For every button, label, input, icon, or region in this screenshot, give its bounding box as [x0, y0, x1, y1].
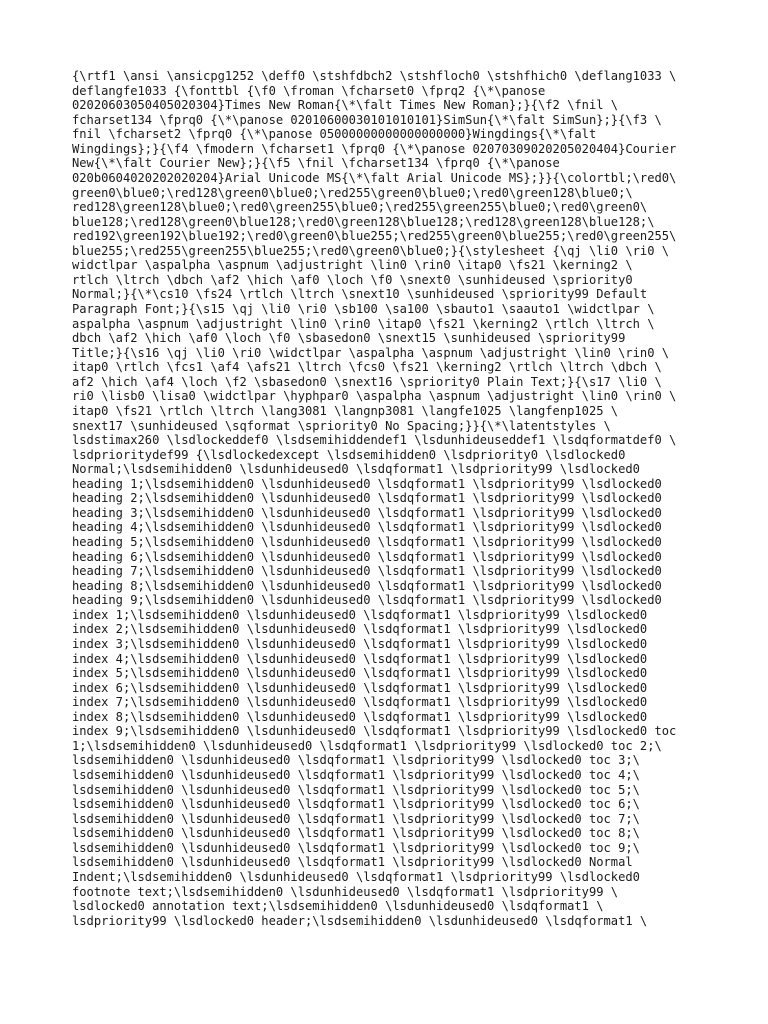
text-line: footnote text;\lsdsemihidden0 \lsdunhideused0 \lsdqformat1 \lsdpriority99 \ — [72, 884, 619, 899]
text-line: ri0 \lisb0 \lisa0 \widctlpar \hyphpar0 \aspalpha \aspnum \adjustright \lin0 \rin0 \ — [72, 389, 677, 404]
text-line: Indent;\lsdsemihidden0 \lsdunhideused0 \lsdqformat1 \lsdpriority99 \lsdlocked0 — [72, 869, 640, 884]
text-line: red192\green192\blue192;\red0\green0\blue255;\red255\green0\blue255;\red0\green255\ — [72, 229, 677, 244]
text-line: 02020603050405020304}Times New Roman{\*\falt Times New Roman};}{\f2 \fnil \ — [72, 98, 619, 113]
text-line: heading 9;\lsdsemihidden0 \lsdunhideused0 \lsdqformat1 \lsdpriority99 \lsdlocked0 — [72, 593, 662, 608]
text-line: lsdsemihidden0 \lsdunhideused0 \lsdqformat1 \lsdpriority99 \lsdlocked0 Normal — [72, 855, 633, 870]
text-line: red128\green128\blue0;\red0\green255\blue0;\red255\green255\blue0;\red0\green0\ — [72, 200, 648, 215]
text-line: index 4;\lsdsemihidden0 \lsdunhideused0 \lsdqformat1 \lsdpriority99 \lsdlocked0 — [72, 651, 648, 666]
rtf-source-text — [72, 69, 712, 928]
text-line: index 1;\lsdsemihidden0 \lsdunhideused0 \lsdqformat1 \lsdpriority99 \lsdlocked0 — [72, 607, 648, 622]
text-line: index 6;\lsdsemihidden0 \lsdunhideused0 \lsdqformat1 \lsdpriority99 \lsdlocked0 — [72, 680, 648, 695]
text-line: heading 3;\lsdsemihidden0 \lsdunhideused0 \lsdqformat1 \lsdpriority99 \lsdlocked0 — [72, 505, 662, 520]
text-line: index 7;\lsdsemihidden0 \lsdunhideused0 \lsdqformat1 \lsdpriority99 \lsdlocked0 — [72, 695, 648, 710]
text-line: lsdsemihidden0 \lsdunhideused0 \lsdqformat1 \lsdpriority99 \lsdlocked0 toc 9;\ — [72, 840, 640, 855]
text-line: fcharset134 \fprq0 {\*\panose 02010600030101010101}SimSun{\*\falt SimSun};}{\f3 \ — [72, 112, 662, 127]
text-line: {\rtf1 \ansi \ansicpg1252 \deff0 \stshfdbch2 \stshfloch0 \stshfhich0 \deflang1033 \ — [72, 69, 677, 83]
text-line: heading 6;\lsdsemihidden0 \lsdunhideused0 \lsdqformat1 \lsdpriority99 \lsdlocked0 — [72, 549, 662, 564]
text-line: index 2;\lsdsemihidden0 \lsdunhideused0 \lsdqformat1 \lsdpriority99 \lsdlocked0 — [72, 622, 648, 637]
text-line: Normal;\lsdsemihidden0 \lsdunhideused0 \lsdqformat1 \lsdpriority99 \lsdlocked0 — [72, 462, 640, 477]
text-line: Paragraph Font;}{\s15 \qj \li0 \ri0 \sb100 \sa100 \sbauto1 \saauto1 \widctlpar \ — [72, 302, 655, 316]
text-line: heading 1;\lsdsemihidden0 \lsdunhideused0 \lsdqformat1 \lsdpriority99 \lsdlocked0 — [72, 476, 662, 491]
text-line: itap0 \fs21 \rtlch \ltrch \lang3081 \langnp3081 \langfe1025 \langfenp1025 \ — [72, 403, 619, 418]
text-line: heading 4;\lsdsemihidden0 \lsdunhideused0 \lsdqformat1 \lsdpriority99 \lsdlocked0 — [72, 520, 662, 535]
text-line: lsdsemihidden0 \lsdunhideused0 \lsdqformat1 \lsdpriority99 \lsdlocked0 toc 8;\ — [72, 826, 640, 841]
text-line: lsdsemihidden0 \lsdunhideused0 \lsdqformat1 \lsdpriority99 \lsdlocked0 toc 6;\ — [72, 797, 640, 812]
text-line: index 8;\lsdsemihidden0 \lsdunhideused0 \lsdqformat1 \lsdpriority99 \lsdlocked0 — [72, 709, 648, 724]
text-line: lsdpriority99 \lsdlocked0 header;\lsdsemihidden0 \lsdunhideused0 \lsdqformat1 \ — [72, 913, 648, 928]
text-line: green0\blue0;\red128\green0\blue0;\red255\green0\blue0;\red0\green128\blue0;\ — [72, 185, 633, 200]
text-line: Title;}{\s16 \qj \li0 \ri0 \widctlpar \aspalpha \aspnum \adjustright \lin0 \rin0 \ — [72, 345, 670, 360]
text-line: lsdsemihidden0 \lsdunhideused0 \lsdqformat1 \lsdpriority99 \lsdlocked0 toc 7;\ — [72, 811, 640, 826]
text-line: New{\*\falt Courier New};}{\f5 \fnil \fcharset134 \fprq0 {\*\panose — [72, 156, 560, 171]
text-line: heading 5;\lsdsemihidden0 \lsdunhideused0 \lsdqformat1 \lsdpriority99 \lsdlocked0 — [72, 535, 662, 549]
text-line: lsdlocked0 annotation text;\lsdsemihidden0 \lsdunhideused0 \lsdqformat1 \ — [72, 899, 604, 914]
text-line: 020b0604020202020204}Arial Unicode MS{\*\falt Arial Unicode MS};}}{\colortbl;\red0\ — [72, 170, 677, 185]
text-line: deflangfe1033 {\fonttbl {\f0 \froman \fcharset0 \fprq2 {\*\panose — [72, 83, 546, 98]
text-line: lsdsemihidden0 \lsdunhideused0 \lsdqformat1 \lsdpriority99 \lsdlocked0 toc 5;\ — [72, 782, 640, 797]
text-line: index 3;\lsdsemihidden0 \lsdunhideused0 \lsdqformat1 \lsdpriority99 \lsdlocked0 — [72, 636, 648, 651]
text-line: heading 7;\lsdsemihidden0 \lsdunhideused0 \lsdqformat1 \lsdpriority99 \lsdlocked0 — [72, 564, 662, 579]
text-line: heading 8;\lsdsemihidden0 \lsdunhideused0 \lsdqformat1 \lsdpriority99 \lsdlocked0 — [72, 578, 662, 593]
text-line: rtlch \ltrch \dbch \af2 \hich \af0 \loch \f0 \snext0 \sunhideused \spriority0 — [72, 272, 633, 287]
text-line: aspalpha \aspnum \adjustright \lin0 \rin0 \itap0 \fs21 \kerning2 \rtlch \ltrch \ — [72, 316, 655, 331]
text-line: blue128;\red128\green0\blue128;\red0\green128\blue128;\red128\green128\blue128;\ — [72, 214, 655, 229]
text-line: lsdprioritydef99 {\lsdlockedexcept \lsdsemihidden0 \lsdpriority0 \lsdlocked0 — [72, 447, 626, 462]
text-line: dbch \af2 \hich \af0 \loch \f0 \sbasedon0 \snext15 \sunhideused \spriority99 — [72, 331, 626, 346]
text-line: snext17 \sunhideused \sqformat \spriority0 No Spacing;}}{\*\latentstyles \ — [72, 418, 611, 433]
text-line: heading 2;\lsdsemihidden0 \lsdunhideused0 \lsdqformat1 \lsdpriority99 \lsdlocked0 — [72, 491, 662, 506]
text-line: lsdstimax260 \lsdlockeddef0 \lsdsemihiddendef1 \lsdunhideuseddef1 \lsdqformatdef0 \ — [72, 433, 677, 448]
text-line: Normal;}{\*\cs10 \fs24 \rtlch \ltrch \snext10 \sunhideused \spriority99 Default — [72, 287, 648, 302]
text-line: index 9;\lsdsemihidden0 \lsdunhideused0 \lsdqformat1 \lsdpriority99 \lsdlocked0 toc — [72, 724, 677, 739]
text-line: lsdsemihidden0 \lsdunhideused0 \lsdqformat1 \lsdpriority99 \lsdlocked0 toc 4;\ — [72, 768, 640, 782]
text-line: blue255;\red255\green255\blue255;\red0\green0\blue0;}{\stylesheet {\qj \li0 \ri0 \ — [72, 243, 670, 258]
text-line: lsdsemihidden0 \lsdunhideused0 \lsdqformat1 \lsdpriority99 \lsdlocked0 toc 3;\ — [72, 753, 640, 768]
text-line: Wingdings};}{\f4 \fmodern \fcharset1 \fprq0 {\*\panose 02070309020205020404}Courier — [72, 141, 677, 156]
text-line: index 5;\lsdsemihidden0 \lsdunhideused0 \lsdqformat1 \lsdpriority99 \lsdlocked0 — [72, 666, 648, 681]
text-line: itap0 \rtlch \fcs1 \af4 \afs21 \ltrch \fcs0 \fs21 \kerning2 \rtlch \ltrch \dbch \ — [72, 360, 662, 375]
text-line: widctlpar \aspalpha \aspnum \adjustright \lin0 \rin0 \itap0 \fs21 \kerning2 \ — [72, 258, 633, 273]
text-line: 1;\lsdsemihidden0 \lsdunhideused0 \lsdqformat1 \lsdpriority99 \lsdlocked0 toc 2;\ — [72, 738, 662, 753]
text-line: fnil \fcharset2 \fprq0 {\*\panose 05000000000000000000}Wingdings{\*\falt — [72, 127, 597, 142]
text-line: af2 \hich \af4 \loch \f2 \sbasedon0 \snext16 \spriority0 Plain Text;}{\s17 \li0 \ — [72, 374, 662, 389]
